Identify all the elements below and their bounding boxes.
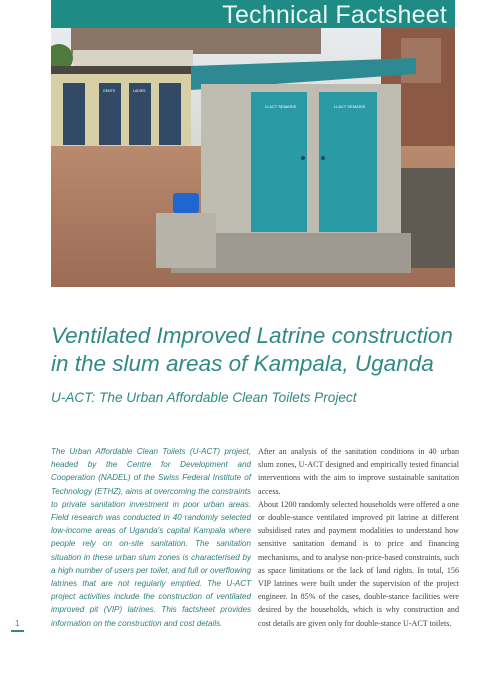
blue-jerrycan (173, 193, 199, 213)
back-door-label-gents: GENTS (103, 89, 116, 93)
body-column (258, 445, 459, 630)
back-door-1 (63, 83, 85, 145)
body-paragraph: After an analysis of the sanitation conditions in 40 urban slum zones, U-ACT designed and empirically tested financial interventions with the aim to improve sustainable sanitation access. (258, 447, 459, 496)
page-number-rule (11, 630, 24, 632)
header-band (51, 0, 455, 28)
article-title: Ventilated Improved Latrine construction in the slum areas of Kampala, Uganda (51, 323, 453, 376)
page-number: 1 (15, 619, 20, 628)
latrine-photo (51, 28, 455, 287)
door-handle-left (301, 156, 305, 160)
latrine-step (156, 213, 216, 268)
article-subtitle: U-ACT: The Urban Affordable Clean Toilets Project (51, 390, 357, 405)
door-label-left: U-ACT SEMARIS (265, 104, 297, 109)
door-handle-right (321, 156, 325, 160)
back-door-4 (159, 83, 181, 145)
intro-column: The Urban Affordable Clean Toilets (U-ACT) project, headed by the Centre for Development and Cooperation (NADEL) of the Swiss Federal Institute of Technology (ETHZ), aims at overcoming the constraints to private sanitation investment in poor urban areas. Field research was conducted in 40 randomly selected low-income areas of Uganda's capital Kampala where people rely on on-site sanitation. The sanitation situation in these urban slum zones is characterised by a high number of users per toilet, and full or overflowing latrines that are not regularly emptied. The U-ACT project activities include the construction of ventilated improved pit (VIP) latrines. This factsheet provides information on the construction and cost details. (51, 447, 251, 628)
back-latrine-roof (51, 66, 195, 74)
back-door-label-ladies: LADIES (133, 89, 146, 93)
latrine-door-left (251, 92, 307, 232)
factsheet-title: Technical Factsheet (222, 1, 447, 28)
body-paragraph: About 1200 randomly selected households were offered a one or double-stance ventilated improved pit latrine at different subsidised rates and payment modalities to understand how sensitive sanitation demand is to price and financing mechanisms, and to analyse non-price-based constraints, such as space limitations or the lack of land rights. In total, 156 VIP latrines were built under the supervision of the project engineer. In 85% of the cases, double-stance facilities were desired by the households, which is why construction and cost details are given only for double-stance U-ACT toilets. (258, 499, 459, 628)
latrine-door-right (319, 92, 377, 232)
door-label-right: U-ACT SEMARIS (334, 104, 366, 109)
